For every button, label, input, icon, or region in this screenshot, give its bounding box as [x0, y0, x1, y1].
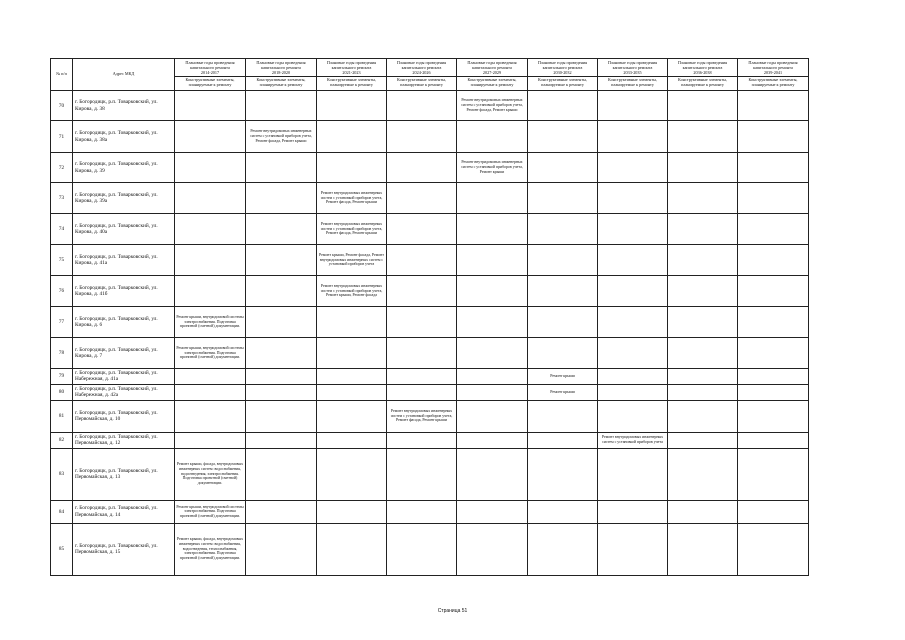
repair-works-cell	[175, 245, 246, 276]
repair-works-cell	[317, 307, 387, 338]
repair-works-cell	[528, 183, 598, 214]
period-years: 2039-2041	[763, 69, 783, 75]
repair-works-cell	[528, 400, 598, 432]
row-number: 71	[51, 121, 73, 153]
repair-works-cell	[387, 245, 457, 276]
period-subheading: Конструктивные элементы, планируемые к ремонту	[738, 76, 808, 88]
repair-works-cell	[387, 307, 457, 338]
header-period-2024-2026	[387, 59, 457, 91]
row-address: г. Богородицк, р.п. Товарковский, ул. Кирова, д. 39а	[73, 183, 175, 214]
repair-works-cell	[598, 245, 668, 276]
repair-works-cell	[668, 307, 738, 338]
repair-works-cell	[317, 121, 387, 153]
repair-works-cell	[387, 432, 457, 448]
repair-works-cell	[598, 307, 668, 338]
repair-works-cell	[668, 121, 738, 153]
row-number: 80	[51, 384, 73, 400]
repair-works-cell	[528, 214, 598, 245]
repair-works-cell	[246, 214, 317, 245]
repair-works-cell	[738, 245, 809, 276]
repair-works-cell	[598, 91, 668, 121]
repair-works-cell	[457, 369, 528, 385]
row-address: г. Богородицк, р.п. Товарковский, ул. Кирова, д. 41б	[73, 276, 175, 307]
repair-works-cell	[457, 214, 528, 245]
row-address: г. Богородицк, р.п. Товарковский, ул. Кирова, д. 7	[73, 338, 175, 369]
repair-works-cell	[246, 91, 317, 121]
header-period-2014-2017	[175, 59, 246, 91]
period-title: Плановые годы проведения капитального ремонта	[185, 59, 235, 70]
period-subheading: Конструктивные элементы, планируемые к ремонту	[598, 76, 667, 88]
repair-works-cell: Ремонт крыши, внутридомовой системы электроснабжения. Подготовка проектной (сметной) документации.	[175, 338, 246, 369]
repair-works-cell	[387, 500, 457, 523]
period-subheading: Конструктивные элементы, планируемые к ремонту	[387, 76, 456, 88]
table-row	[51, 448, 809, 500]
repair-works-cell: Ремонт крыши, внутридомовой системы электроснабжения. Подготовка проектной (сметной) документации.	[175, 500, 246, 523]
header-period-2021-2023	[317, 59, 387, 91]
period-years: 2036-2038	[693, 69, 712, 75]
row-address: г. Богородицк, р.п. Товарковский, ул. Кирова, д. 39	[73, 153, 175, 183]
row-number: 77	[51, 307, 73, 338]
repair-works-cell	[528, 448, 598, 500]
repair-works-cell	[317, 338, 387, 369]
period-years: 2018-2020	[271, 69, 291, 75]
repair-works-cell	[738, 400, 809, 432]
repair-works-cell	[528, 153, 598, 183]
repair-works-cell: Ремонт крыши, внутридомовой системы электроснабжения. Подготовка проектной (сметной) документации.	[175, 307, 246, 338]
repair-works-cell	[738, 500, 809, 523]
repair-works-cell	[246, 432, 317, 448]
table-row	[51, 523, 809, 575]
repair-works-cell	[738, 448, 809, 500]
repair-works-cell: Ремонт внутридомовых инженерных систем с установкой приборов учета, Ремонт фасада, Ремонт крыши	[246, 121, 317, 153]
repair-works-cell	[528, 338, 598, 369]
repair-works-cell	[246, 400, 317, 432]
header-period-2018-2020	[246, 59, 317, 91]
period-subheading: Конструктивные элементы, планируемые к ремонту	[175, 76, 245, 88]
repair-works-cell	[457, 400, 528, 432]
table-row	[51, 384, 809, 400]
repair-works-cell	[387, 448, 457, 500]
repair-works-cell	[317, 500, 387, 523]
period-years: 2030-2032	[553, 69, 572, 75]
repair-works-cell	[668, 214, 738, 245]
repair-works-cell	[457, 448, 528, 500]
row-number: 76	[51, 276, 73, 307]
period-subheading: Конструктивные элементы, планируемые к ремонту	[246, 76, 316, 88]
repair-works-cell	[387, 338, 457, 369]
repair-works-cell	[598, 448, 668, 500]
repair-works-cell	[668, 91, 738, 121]
repair-works-cell	[175, 369, 246, 385]
row-address: г. Богородицк, р.п. Товарковский, ул. Первомайская, д. 15	[73, 523, 175, 575]
period-title: Плановые годы проведения капитального ремонта	[748, 59, 798, 70]
repair-works-cell	[175, 91, 246, 121]
table-row	[51, 307, 809, 338]
repair-works-cell: Ремонт внутридомовых инженерных систем с установкой приборов учета, Ремонт фасада, Ремонт крыши	[387, 400, 457, 432]
repair-works-cell	[175, 384, 246, 400]
repair-works-cell: Ремонт крыши	[528, 369, 598, 385]
repair-works-cell	[528, 432, 598, 448]
repair-works-cell	[457, 245, 528, 276]
repair-works-cell	[668, 245, 738, 276]
repair-works-cell	[457, 307, 528, 338]
row-address: г. Богородицк, р.п. Товарковский, ул. Первомайская, д. 13	[73, 448, 175, 500]
repair-works-cell	[317, 432, 387, 448]
repair-works-cell	[528, 307, 598, 338]
repair-works-cell	[598, 276, 668, 307]
repair-works-cell	[387, 183, 457, 214]
repair-works-cell	[246, 523, 317, 575]
row-number: 79	[51, 369, 73, 385]
repair-works-cell	[457, 276, 528, 307]
repair-works-cell	[528, 91, 598, 121]
row-address: г. Богородицк, р.п. Товарковский, ул. Кирова, д. 6	[73, 307, 175, 338]
repair-works-cell	[668, 153, 738, 183]
repair-works-cell	[598, 384, 668, 400]
row-number: 82	[51, 432, 73, 448]
repair-works-cell	[738, 276, 809, 307]
repair-works-cell	[668, 338, 738, 369]
row-number: 73	[51, 183, 73, 214]
row-address: г. Богородицк, р.п. Товарковский, ул. Кирова, д. 38а	[73, 121, 175, 153]
repair-works-cell	[317, 400, 387, 432]
row-number: 75	[51, 245, 73, 276]
repair-works-cell: Ремонт крыши	[528, 384, 598, 400]
repair-works-cell: Ремонт внутридомовых инженерных систем с установкой приборов учета, Ремонт крыши	[457, 153, 528, 183]
repair-works-cell	[317, 91, 387, 121]
repair-works-cell	[598, 153, 668, 183]
repair-works-cell	[738, 338, 809, 369]
repair-works-cell	[175, 432, 246, 448]
repair-works-cell	[175, 153, 246, 183]
repair-works-cell	[668, 400, 738, 432]
repair-works-cell	[246, 384, 317, 400]
table-row	[51, 432, 809, 448]
repair-works-cell	[738, 432, 809, 448]
table-row	[51, 153, 809, 183]
period-title: Плановые годы проведения капитального ремонта	[326, 59, 377, 70]
repair-works-cell	[598, 121, 668, 153]
row-address: г. Богородицк, р.п. Товарковский, ул. Первомайская, д. 10	[73, 400, 175, 432]
row-address: г. Богородицк, р.п. Товарковский, ул. Первомайская, д. 14	[73, 500, 175, 523]
repair-works-cell	[387, 369, 457, 385]
repair-works-cell	[457, 523, 528, 575]
repair-works-cell	[246, 500, 317, 523]
repair-works-cell: Ремонт внутридомовых инженерных систем с установкой приборов учета, Ремонт фасада, Ремонт крыши	[457, 91, 528, 121]
repair-works-cell	[738, 91, 809, 121]
repair-works-cell: Ремонт внутридомовых инженерных систем с установкой приборов учета	[598, 432, 668, 448]
header-address: Адрес МКД	[73, 59, 175, 91]
repair-works-cell	[738, 183, 809, 214]
row-number: 72	[51, 153, 73, 183]
header-period-2033-2035	[598, 59, 668, 91]
repair-works-cell	[598, 338, 668, 369]
period-subheading: Конструктивные элементы, планируемые к ремонту	[528, 76, 597, 88]
repair-works-cell	[175, 121, 246, 153]
repair-works-cell	[528, 121, 598, 153]
repair-works-cell	[668, 276, 738, 307]
repair-works-cell: Ремонт крыши, фасада, внутридомовых инженерных систем: водоснабжения, водоотведения, электроснабжения. Подготовка проектной (сметной) документации.	[175, 448, 246, 500]
repair-works-cell	[175, 183, 246, 214]
repair-works-cell	[246, 276, 317, 307]
period-years: 2014-2017	[200, 69, 220, 75]
repair-works-cell	[317, 448, 387, 500]
period-subheading: Конструктивные элементы, планируемые к ремонту	[457, 76, 527, 88]
period-title: Плановые годы проведения капитального ремонта	[677, 59, 728, 70]
repair-works-cell	[175, 214, 246, 245]
repair-works-cell	[668, 500, 738, 523]
repair-works-cell	[598, 214, 668, 245]
page-number: Страница 51	[437, 608, 468, 614]
repair-works-cell	[317, 384, 387, 400]
repair-works-cell: Ремонт внутридомовых инженерных систем с установкой приборов учета, Ремонт крыши, Ремонт фасада	[317, 276, 387, 307]
period-years: 2024-2026	[412, 69, 431, 75]
row-address: г. Богородицк, р.п. Товарковский, ул. Первомайская, д. 12	[73, 432, 175, 448]
period-years: 2027-2029	[482, 69, 502, 75]
period-title: Плановые годы проведения капитального ремонта	[467, 59, 517, 70]
repair-works-cell	[738, 384, 809, 400]
repair-works-cell	[598, 369, 668, 385]
repair-works-cell	[246, 183, 317, 214]
repair-works-cell: Ремонт внутридомовых инженерных систем с установкой приборов учета, Ремонт фасада, Ремонт крыши	[317, 214, 387, 245]
repair-works-cell	[668, 523, 738, 575]
repair-works-cell	[457, 500, 528, 523]
repair-works-cell: Ремонт крыши, фасада, внутридомовых инженерных систем: водоснабжения, водоотведения, теплоснабжения, электроснабжения. Подготовка проектной (сметной) документации.	[175, 523, 246, 575]
header-period-2039-2041	[738, 59, 809, 91]
repair-works-cell	[598, 500, 668, 523]
repair-works-cell	[387, 384, 457, 400]
repair-works-cell	[528, 276, 598, 307]
table-row	[51, 245, 809, 276]
table-row	[51, 121, 809, 153]
repair-works-cell	[738, 214, 809, 245]
table-row	[51, 183, 809, 214]
repair-works-cell	[246, 448, 317, 500]
repair-works-cell	[528, 523, 598, 575]
row-address: г. Богородицк, р.п. Товарковский, ул. Набережная, д. 41а	[73, 369, 175, 385]
table-row	[51, 369, 809, 385]
period-years: 2021-2023	[342, 69, 361, 75]
repair-works-cell	[317, 153, 387, 183]
header-num: № п/п	[51, 59, 73, 91]
table-row	[51, 276, 809, 307]
repair-works-cell	[387, 214, 457, 245]
repair-works-cell: Ремонт внутридомовых инженерных систем с установкой приборов учета, Ремонт фасада, Ремонт крыши	[317, 183, 387, 214]
repair-works-cell	[738, 369, 809, 385]
table-row	[51, 500, 809, 523]
repair-works-cell	[457, 338, 528, 369]
repair-works-cell	[317, 369, 387, 385]
repair-works-cell	[738, 307, 809, 338]
repair-works-cell	[668, 183, 738, 214]
repair-works-cell	[668, 384, 738, 400]
repair-works-cell	[246, 338, 317, 369]
repair-works-cell	[598, 523, 668, 575]
table-row	[51, 338, 809, 369]
header-row	[51, 59, 809, 91]
repair-works-cell	[528, 500, 598, 523]
repair-works-cell	[457, 432, 528, 448]
header-period-2027-2029	[457, 59, 528, 91]
row-address: г. Богородицк, р.п. Товарковский, ул. Кирова, д. 38	[73, 91, 175, 121]
row-address: г. Богородицк, р.п. Товарковский, ул. Кирова, д. 40а	[73, 214, 175, 245]
row-number: 74	[51, 214, 73, 245]
repair-works-cell	[246, 153, 317, 183]
repair-works-cell	[246, 369, 317, 385]
repair-works-cell: Ремонт крыши, Ремонт фасада, Ремонт внутридомовых инженерных систем с установкой приборов учета	[317, 245, 387, 276]
row-address: г. Богородицк, р.п. Товарковский, ул. Кирова, д. 41а	[73, 245, 175, 276]
table-row	[51, 91, 809, 121]
repair-works-cell	[457, 121, 528, 153]
repair-works-cell	[175, 400, 246, 432]
repair-works-cell	[246, 245, 317, 276]
repair-works-cell	[317, 523, 387, 575]
period-years: 2033-2035	[623, 69, 642, 75]
repair-schedule-table	[50, 58, 809, 576]
repair-works-cell	[387, 523, 457, 575]
row-number: 81	[51, 400, 73, 432]
repair-works-cell	[387, 91, 457, 121]
repair-works-cell	[668, 448, 738, 500]
repair-works-cell	[457, 183, 528, 214]
repair-works-cell	[528, 245, 598, 276]
repair-works-cell	[738, 121, 809, 153]
period-title: Плановые годы проведения капитального ремонта	[607, 59, 658, 70]
period-title: Плановые годы проведения капитального ремонта	[537, 59, 588, 70]
period-subheading: Конструктивные элементы, планируемые к ремонту	[317, 76, 386, 88]
row-number: 84	[51, 500, 73, 523]
header-period-2036-2038	[668, 59, 738, 91]
repair-works-cell	[457, 384, 528, 400]
row-number: 70	[51, 91, 73, 121]
repair-works-cell	[738, 523, 809, 575]
repair-works-cell	[598, 183, 668, 214]
repair-works-cell	[668, 369, 738, 385]
table-row	[51, 400, 809, 432]
repair-works-cell	[175, 276, 246, 307]
row-number: 78	[51, 338, 73, 369]
period-subheading: Конструктивные элементы, планируемые к ремонту	[668, 76, 737, 88]
period-title: Плановые годы проведения капитального ремонта	[256, 59, 306, 70]
row-number: 83	[51, 448, 73, 500]
period-title: Плановые годы проведения капитального ремонта	[396, 59, 447, 70]
row-number: 85	[51, 523, 73, 575]
repair-works-cell	[387, 153, 457, 183]
repair-works-cell	[598, 400, 668, 432]
table-row	[51, 214, 809, 245]
header-period-2030-2032	[528, 59, 598, 91]
repair-works-cell	[387, 276, 457, 307]
repair-works-cell	[668, 432, 738, 448]
repair-works-cell	[387, 121, 457, 153]
row-address: г. Богородицк, р.п. Товарковский, ул. Набережная, д. 42а	[73, 384, 175, 400]
repair-works-cell	[246, 307, 317, 338]
repair-works-cell	[738, 153, 809, 183]
